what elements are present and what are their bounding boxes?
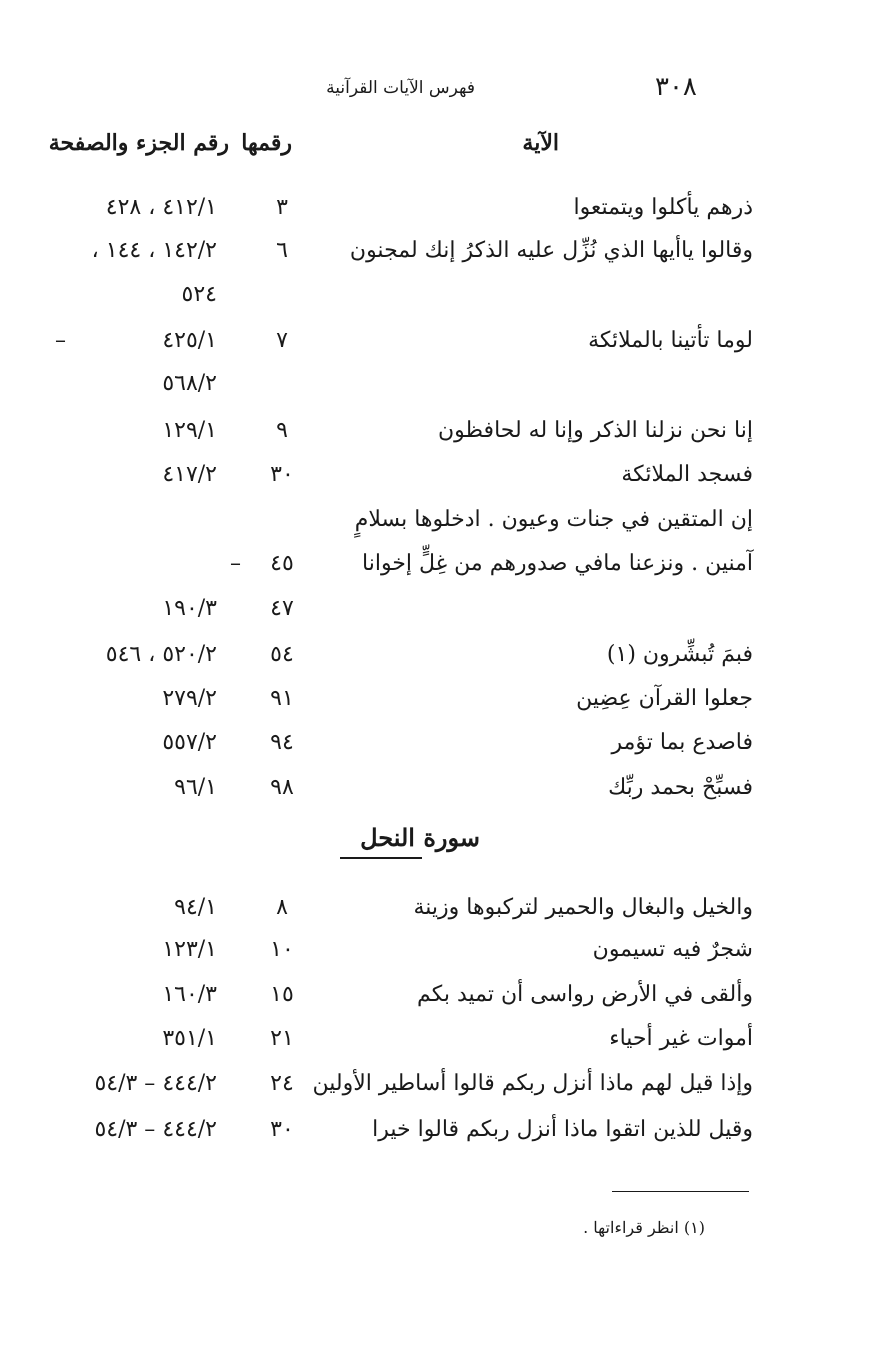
ayah-number: ٤٥ xyxy=(270,551,294,576)
ayah-text: لوما تأتينا بالملائكة xyxy=(588,328,753,353)
ayah-text: آمنين . ونزعنا مافي صدورهم من غِلٍّ إخوانا xyxy=(362,551,753,576)
table-row xyxy=(0,453,885,497)
footnote: (١) انظر قراءاتها . xyxy=(583,1218,705,1237)
table-row xyxy=(0,1017,885,1061)
volume-page-reference: ٤٤٤/٢ – ٥٤/٣ xyxy=(94,1071,217,1096)
volume-page-reference: ٥٥٧/٢ xyxy=(162,730,217,755)
column-header-reference: رقم الجزء والصفحة xyxy=(48,130,229,156)
volume-page-reference: ١٦٠/٣ xyxy=(162,982,217,1007)
ayah-number: ٧ xyxy=(276,328,288,353)
table-row xyxy=(0,319,885,363)
volume-page-reference: ٥٢٠/٢ ، ٥٤٦ xyxy=(105,642,217,667)
table-row xyxy=(0,721,885,765)
table-row xyxy=(0,973,885,1017)
volume-page-reference: ٥٢٤ xyxy=(181,282,217,307)
surah-title-underline xyxy=(340,857,422,859)
running-head: فهرس الآيات القرآنية xyxy=(326,78,475,98)
ayah-number: ٥٤ xyxy=(270,642,294,667)
table-row xyxy=(0,498,885,542)
volume-page-reference: ٤١٢/١ ، ٤٢٨ xyxy=(105,195,217,220)
column-header-ayah: الآية xyxy=(522,130,559,156)
ayah-text: فبمَ تُبشِّرون (١) xyxy=(606,642,753,667)
ayah-text: وألقى في الأرض رواسى أن تميد بكم xyxy=(417,982,753,1007)
ayah-text: فسجد الملائكة xyxy=(621,462,753,487)
table-row xyxy=(0,886,885,930)
ayah-text: وقالوا ياأيها الذي نُزِّل عليه الذكرُ إنك لمجنون xyxy=(349,238,753,263)
column-header-number: رقمها xyxy=(241,130,292,156)
volume-page-reference: ١٢٣/١ xyxy=(162,937,217,962)
continuation-dash: – xyxy=(230,551,241,576)
ayah-number: ١٥ xyxy=(270,982,294,1007)
ayah-number: ١٠ xyxy=(270,937,294,962)
ayah-number: ٦ xyxy=(276,238,288,263)
volume-page-reference: ٤١٧/٢ xyxy=(162,462,217,487)
ayah-number: ٣٠ xyxy=(270,1117,294,1142)
ayah-text: إن المتقين في جنات وعيون . ادخلوها بسلامٍ xyxy=(354,507,753,532)
ayah-number: ٩ xyxy=(276,418,288,443)
table-row xyxy=(0,362,885,406)
ayah-text: والخيل والبغال والحمير لتركبوها وزينة xyxy=(413,895,753,920)
footnote-divider xyxy=(612,1191,749,1192)
volume-page-reference: ١٤٢/٢ ، ١٤٤ ، xyxy=(91,238,217,263)
page-number: ٣٠٨ xyxy=(655,72,697,102)
table-row xyxy=(0,928,885,972)
table-row xyxy=(0,542,885,586)
volume-page-reference: ٤٤٤/٢ – ٥٤/٣ xyxy=(94,1117,217,1142)
ayah-text: شجرٌ فيه تسيمون xyxy=(592,937,753,962)
table-row xyxy=(0,186,885,230)
table-row xyxy=(0,633,885,677)
table-row xyxy=(0,677,885,721)
ayah-number: ٤٧ xyxy=(270,596,294,621)
volume-page-reference: ٢٧٩/٢ xyxy=(162,686,217,711)
table-row xyxy=(0,766,885,810)
ayah-number: ٢٤ xyxy=(270,1071,294,1096)
ayah-text: أموات غير أحياء xyxy=(609,1026,753,1051)
continuation-dash: – xyxy=(55,328,66,353)
volume-page-reference: ١٩٠/٣ xyxy=(162,596,217,621)
table-row xyxy=(0,587,885,631)
ayah-text: جعلوا القرآن عِضِين xyxy=(576,686,753,711)
ayah-number: ٢١ xyxy=(270,1026,294,1051)
ayah-number: ٣٠ xyxy=(270,462,294,487)
table-row xyxy=(0,1062,885,1106)
ayah-number: ٩٤ xyxy=(270,730,294,755)
ayah-text: ذرهم يأكلوا ويتمتعوا xyxy=(573,195,753,220)
table-row xyxy=(0,273,885,317)
table-row xyxy=(0,1108,885,1152)
ayah-text: وقيل للذين اتقوا ماذا أنزل ربكم قالوا خيرا xyxy=(372,1117,753,1142)
ayah-text: فسبِّحْ بحمد ربِّك xyxy=(608,775,753,800)
ayah-text: فاصدع بما تؤمر xyxy=(611,730,753,755)
volume-page-reference: ٣٥١/١ xyxy=(162,1026,217,1051)
volume-page-reference: ٤٢٥/١ xyxy=(162,328,217,353)
volume-page-reference: ٩٦/١ xyxy=(174,775,217,800)
ayah-text: وإذا قيل لهم ماذا أنزل ربكم قالوا أساطير الأولين xyxy=(312,1071,753,1096)
volume-page-reference: ٩٤/١ xyxy=(174,895,217,920)
ayah-number: ٩٨ xyxy=(270,775,294,800)
volume-page-reference: ١٢٩/١ xyxy=(162,418,217,443)
table-row xyxy=(0,409,885,453)
volume-page-reference: ٥٦٨/٢ xyxy=(162,371,217,396)
ayah-number: ٣ xyxy=(276,195,288,220)
ayah-number: ٩١ xyxy=(270,686,294,711)
ayah-number: ٨ xyxy=(276,895,288,920)
ayah-text: إنا نحن نزلنا الذكر وإنا له لحافظون xyxy=(437,418,753,443)
table-row xyxy=(0,229,885,273)
surah-title: سورة النحل xyxy=(360,823,480,852)
